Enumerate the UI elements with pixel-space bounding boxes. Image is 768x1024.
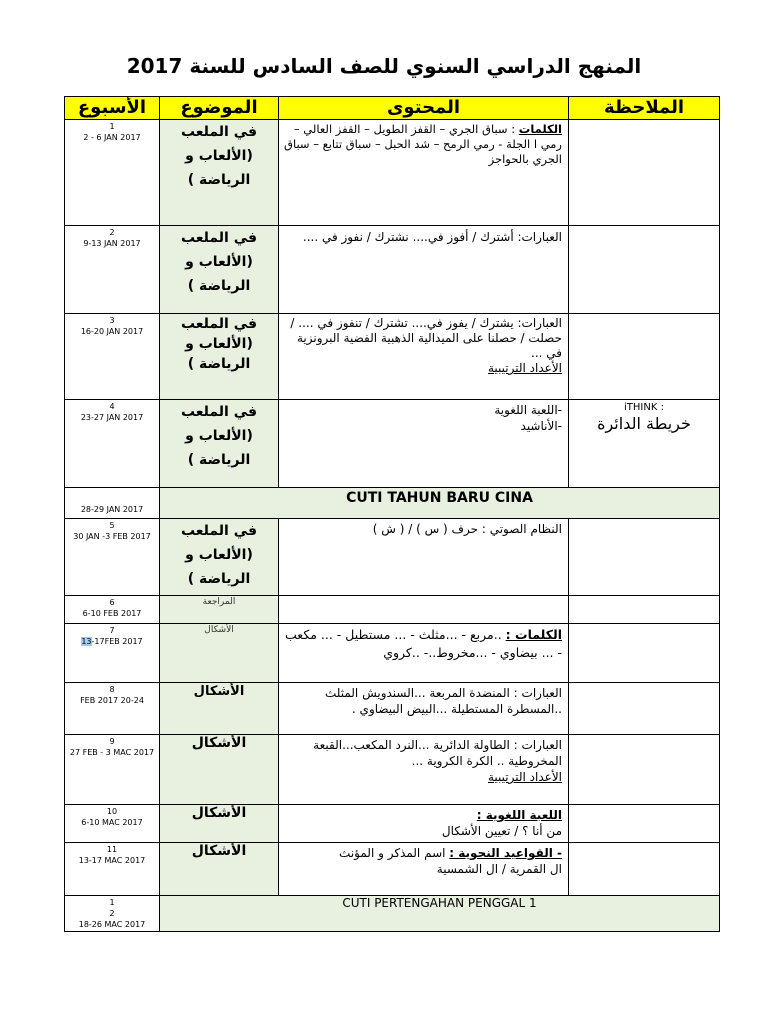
note-label: iTHINK :	[624, 402, 664, 413]
note-cell	[569, 843, 720, 896]
week-cell	[65, 488, 160, 519]
week-cell	[65, 120, 160, 226]
week-date-highlight: 13	[81, 637, 92, 646]
content-cell	[279, 805, 569, 843]
content-text: : سباق الجري – القفز الطويل – القفز العالي – رمي ا الجلة - رمي الرمح – شد الحبل – سباق تتابع – سباق الجري بالحواجز	[284, 122, 562, 166]
content-label: اللعبة اللغوية :	[476, 808, 562, 822]
week-cell	[65, 683, 160, 735]
week-cell	[65, 735, 160, 805]
content-text: من أنا ؟ / تعيين الأشكال	[441, 824, 562, 838]
topic-cell: في الملعب (الألعاب و الرياضة )	[160, 400, 279, 488]
content-text: ..مربع - ...مثلث - ... مستطيل - ... مكعب - ... بيضاوي - ...مخروط..- ..كروي	[285, 627, 562, 660]
content-text: العبارات : الطاولة الدائرية ...النرد المكعب...القبعة المخروطية .. الكرة الكروية ...	[313, 738, 562, 768]
content-cell	[279, 120, 569, 226]
week-number: 11	[106, 845, 118, 854]
header-topic: الموضوع	[160, 97, 279, 120]
table-row	[65, 519, 720, 596]
note-cell	[569, 400, 720, 488]
holiday-row	[65, 896, 720, 932]
header-content: المحتوى	[279, 97, 569, 120]
syllabus-table	[64, 96, 720, 932]
week-cell	[65, 624, 160, 683]
week-number: 7	[109, 626, 115, 635]
document-title: المنهج الدراسي السنوي للصف السادس للسنة 2017	[126, 54, 642, 78]
table-row	[65, 314, 720, 400]
week-cell	[65, 896, 160, 932]
topic-cell: المراجعة	[160, 596, 279, 624]
table-row	[65, 683, 720, 735]
content-label: الكلمات :	[505, 627, 562, 642]
content-cell: النظام الصوتي : حرف ( س ) / ( ش )	[279, 519, 569, 596]
week-number: 1	[109, 122, 115, 131]
table-row	[65, 624, 720, 683]
holiday-label: CUTI TAHUN BARU CINA	[160, 488, 720, 519]
week-number: 2	[109, 909, 115, 918]
week-cell	[65, 843, 160, 896]
content-cell: العبارات: أشترك / أفوز في.... نشترك / نفوز في ....	[279, 226, 569, 314]
week-cell	[65, 805, 160, 843]
week-date: 6-10 MAC 2017	[81, 818, 143, 827]
topic-cell: الأشكال	[160, 735, 279, 805]
week-cell	[65, 226, 160, 314]
note-cell	[569, 683, 720, 735]
week-number: 10	[106, 807, 118, 816]
week-date: 23-27 JAN 2017	[80, 413, 144, 422]
week-date: 2 - 6 JAN 2017	[83, 133, 141, 142]
table-row	[65, 120, 720, 226]
topic-cell: في الملعب (الألعاب و الرياضة )	[160, 314, 279, 400]
week-cell	[65, 519, 160, 596]
topic-cell: الأشكال	[160, 624, 279, 683]
table-row	[65, 226, 720, 314]
topic-cell: الأشكال	[160, 805, 279, 843]
topic-cell: الأشكال	[160, 843, 279, 896]
note-cell	[569, 120, 720, 226]
holiday-label: CUTI PERTENGAHAN PENGGAL 1	[160, 896, 720, 932]
content-label: الكلمات	[518, 122, 562, 136]
week-number: 8	[109, 685, 115, 694]
content-cell	[279, 843, 569, 896]
week-number: 6	[109, 598, 115, 607]
week-date-rest: -17FEB 2017	[91, 637, 143, 646]
week-number: 2	[109, 228, 115, 237]
week-date	[65, 636, 159, 647]
content-text: العبارات: يشترك / يفوز في.... تشترك / تنفوز في .... / حصلت / حصلنا على الميدالية الذهبية الفضية البرونزية في ...	[290, 316, 562, 360]
topic-cell: في الملعب (الألعاب و الرياضة )	[160, 226, 279, 314]
content-text: اسم المذكر و المؤنث	[339, 846, 450, 860]
week-date: 18-26 MAC 2017	[78, 920, 146, 929]
content-extra: الأعداد الترتيبية	[488, 770, 562, 784]
table-row	[65, 596, 720, 624]
table-row	[65, 735, 720, 805]
week-date: FEB 2017 20-24	[80, 696, 144, 705]
content-line: -الأناشيد	[520, 419, 562, 433]
header-week: الأسبوع	[65, 97, 160, 120]
table-row	[65, 400, 720, 488]
week-number: 9	[109, 737, 115, 746]
content-line: -اللعبة اللغوية	[494, 403, 562, 417]
content-cell: العبارات : المنضدة المربعة ...السندويش المثلث ..المسطرة المستطيلة ...البيض البيضاوي .	[279, 683, 569, 735]
topic-cell: الأشكال	[160, 683, 279, 735]
header-note: الملاحظة	[569, 97, 720, 120]
content-cell	[279, 624, 569, 683]
content-cell	[279, 596, 569, 624]
topic-cell: في الملعب (الألعاب و الرياضة )	[160, 120, 279, 226]
note-cell	[569, 596, 720, 624]
week-number: 3	[109, 316, 115, 325]
content-cell	[279, 314, 569, 400]
week-date: 9-13 JAN 2017	[83, 239, 141, 248]
topic-cell: في الملعب (الألعاب و الرياضة )	[160, 519, 279, 596]
week-date: 6-10 FEB 2017	[82, 609, 142, 618]
week-cell	[65, 596, 160, 624]
header-row	[65, 97, 720, 120]
week-date: 27 FEB - 3 MAC 2017	[69, 748, 155, 757]
content-extra: الأعداد الترتيبية	[488, 361, 562, 375]
holiday-row	[65, 488, 720, 519]
note-cell	[569, 624, 720, 683]
note-text: خريطة الدائرة	[597, 414, 691, 433]
week-number: 1	[109, 898, 115, 907]
week-date: 13-17 MAC 2017	[78, 856, 146, 865]
week-cell	[65, 314, 160, 400]
content-extra: ال القمرية / ال الشمسية	[436, 862, 562, 876]
week-date: 28-29 JAN 2017	[80, 505, 144, 514]
content-cell	[279, 400, 569, 488]
week-number: 4	[109, 402, 115, 411]
note-cell	[569, 519, 720, 596]
week-date: 30 JAN -3 FEB 2017	[73, 532, 151, 541]
week-number: 5	[109, 521, 115, 530]
table-row	[65, 805, 720, 843]
note-cell	[569, 805, 720, 843]
table-row	[65, 843, 720, 896]
week-cell	[65, 400, 160, 488]
week-date: 16-20 JAN 2017	[80, 327, 144, 336]
content-label: - القواعيد النحوية :	[449, 846, 562, 860]
content-cell	[279, 735, 569, 805]
note-cell	[569, 226, 720, 314]
note-cell	[569, 314, 720, 400]
note-cell	[569, 735, 720, 805]
